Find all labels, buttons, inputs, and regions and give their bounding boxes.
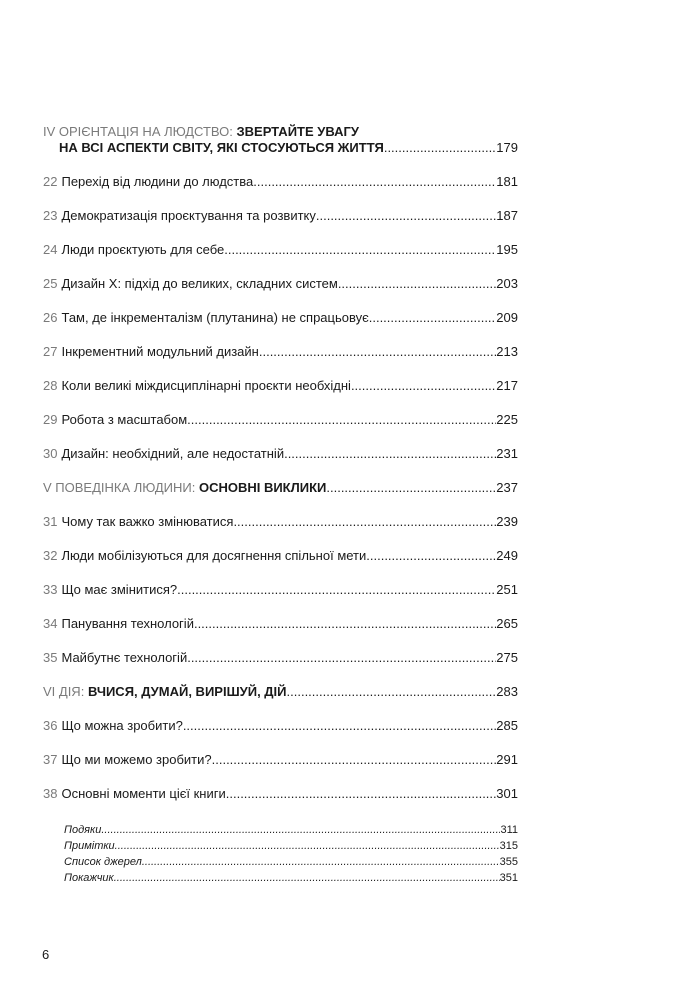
chapter-title: Що можна зробити? xyxy=(61,718,183,733)
chapter-title: Люди проєктують для себе xyxy=(61,242,225,257)
chapter-page: 225 xyxy=(496,412,518,427)
part-iv-heading[interactable] xyxy=(43,124,518,140)
chapter-page: 285 xyxy=(496,718,518,733)
back-matter-page: 351 xyxy=(499,872,518,884)
chapter-title: Коли великі міждисциплінарні проєкти необхідні xyxy=(61,378,351,393)
leader-dots xyxy=(338,276,496,292)
chapter-number: 24 xyxy=(43,242,58,257)
part-vi-page: 283 xyxy=(496,684,518,699)
part-v-heading[interactable] xyxy=(43,480,518,496)
leader-dots xyxy=(326,480,496,496)
part-vi-heading[interactable] xyxy=(43,684,518,700)
chapter-title: Майбутнє технологій xyxy=(61,650,188,665)
toc-entry[interactable] xyxy=(43,718,518,734)
back-matter-title: Покажчик xyxy=(64,872,114,884)
chapter-number: 32 xyxy=(43,548,58,563)
leader-dots xyxy=(253,174,496,190)
chapter-page: 301 xyxy=(496,786,518,801)
chapter-page: 217 xyxy=(496,378,518,393)
leader-dots xyxy=(187,412,496,428)
back-matter-page: 355 xyxy=(499,856,518,868)
chapter-page: 265 xyxy=(496,616,518,631)
toc-entry[interactable] xyxy=(43,514,518,530)
chapter-page: 181 xyxy=(496,174,518,189)
back-matter-page: 311 xyxy=(500,824,518,836)
leader-dots xyxy=(369,310,497,326)
chapter-page: 251 xyxy=(496,582,518,597)
part-iv-title-line1: ЗВЕРТАЙТЕ УВАГУ xyxy=(236,124,359,139)
toc-entry[interactable] xyxy=(43,786,518,802)
leader-dots xyxy=(194,616,496,632)
chapter-page: 239 xyxy=(496,514,518,529)
table-of-contents xyxy=(43,124,518,802)
leader-dots xyxy=(366,548,496,564)
toc-entry[interactable] xyxy=(43,616,518,632)
toc-entry[interactable] xyxy=(43,344,518,360)
leader-dots xyxy=(224,242,496,258)
chapter-title: Дизайн X: підхід до великих, складних систем xyxy=(61,276,338,291)
leader-dots xyxy=(212,752,497,768)
chapter-number: 35 xyxy=(43,650,58,665)
chapter-number: 33 xyxy=(43,582,58,597)
chapter-page: 209 xyxy=(496,310,518,325)
toc-entry[interactable] xyxy=(43,548,518,564)
part-iv-prefix: IV ОРІЄНТАЦІЯ НА ЛЮДСТВО: xyxy=(43,124,233,139)
chapter-number: 34 xyxy=(43,616,58,631)
chapter-title: Перехід від людини до людства xyxy=(61,174,254,189)
chapter-number: 37 xyxy=(43,752,58,767)
chapter-number: 30 xyxy=(43,446,58,461)
toc-entry[interactable] xyxy=(43,752,518,768)
leader-dots xyxy=(226,786,497,802)
toc-entry[interactable] xyxy=(43,242,518,258)
chapter-page: 291 xyxy=(496,752,518,767)
back-matter-list xyxy=(64,822,518,886)
toc-entry[interactable] xyxy=(43,208,518,224)
chapter-number: 26 xyxy=(43,310,58,325)
back-matter-page: 315 xyxy=(499,840,518,852)
back-matter-entry[interactable] xyxy=(64,838,518,854)
back-matter-title: Подяки xyxy=(64,824,102,836)
part-vi-prefix: VI ДІЯ: xyxy=(43,684,85,699)
leader-dots xyxy=(287,684,497,700)
chapter-number: 23 xyxy=(43,208,58,223)
chapter-title: Що має змінитися? xyxy=(61,582,178,597)
back-matter-title: Примітки xyxy=(64,840,115,852)
part-iv-title-line2: НА ВСІ АСПЕКТИ СВІТУ, ЯКІ СТОСУЮТЬСЯ ЖИТТЯ xyxy=(59,140,384,155)
chapter-page: 275 xyxy=(496,650,518,665)
leader-dots xyxy=(384,140,496,156)
leader-dots xyxy=(115,838,500,854)
chapter-title: Дизайн: необхідний, але недостатній xyxy=(61,446,285,461)
leader-dots xyxy=(233,514,496,530)
toc-entry[interactable] xyxy=(43,174,518,190)
chapter-title: Демократизація проєктування та розвитку xyxy=(61,208,316,223)
chapter-number: 36 xyxy=(43,718,58,733)
leader-dots xyxy=(259,344,496,360)
chapter-title: Чому так важко змінюватися xyxy=(61,514,234,529)
leader-dots xyxy=(316,208,496,224)
chapter-title: Основні моменти цієї книги xyxy=(61,786,226,801)
chapter-number: 22 xyxy=(43,174,58,189)
leader-dots xyxy=(177,582,496,598)
toc-entry[interactable] xyxy=(43,378,518,394)
chapter-title: Панування технологій xyxy=(61,616,194,631)
part-v-prefix: V ПОВЕДІНКА ЛЮДИНИ: xyxy=(43,480,196,495)
chapter-number: 38 xyxy=(43,786,58,801)
toc-entry[interactable] xyxy=(43,446,518,462)
chapter-page: 195 xyxy=(496,242,518,257)
leader-dots xyxy=(142,854,500,870)
chapter-page: 213 xyxy=(496,344,518,359)
chapter-title: Робота з масштабом xyxy=(61,412,188,427)
page-number: 6 xyxy=(42,947,50,962)
chapter-number: 28 xyxy=(43,378,58,393)
leader-dots xyxy=(101,822,500,838)
back-matter-entry[interactable] xyxy=(64,854,518,870)
chapter-page: 203 xyxy=(496,276,518,291)
chapter-number: 29 xyxy=(43,412,58,427)
part-v-page: 237 xyxy=(496,480,518,495)
leader-dots xyxy=(187,650,496,666)
toc-entry[interactable] xyxy=(43,582,518,598)
part-iv-heading-line2[interactable] xyxy=(43,140,518,156)
toc-entry[interactable] xyxy=(43,412,518,428)
part-v-title: ОСНОВНІ ВИКЛИКИ xyxy=(198,480,327,495)
chapter-title: Інкрементний модульний дизайн xyxy=(61,344,259,359)
leader-dots xyxy=(284,446,496,462)
leader-dots xyxy=(114,870,500,886)
chapter-number: 31 xyxy=(43,514,58,529)
leader-dots xyxy=(183,718,496,734)
chapter-page: 249 xyxy=(496,548,518,563)
back-matter-title: Список джерел xyxy=(64,856,142,868)
toc-entry[interactable] xyxy=(43,650,518,666)
chapter-title: Люди мобілізуються для досягнення спільної мети xyxy=(61,548,367,563)
leader-dots xyxy=(351,378,496,394)
chapter-number: 25 xyxy=(43,276,58,291)
chapter-number: 27 xyxy=(43,344,58,359)
back-matter-entry[interactable] xyxy=(64,822,518,838)
part-vi-title: ВЧИСЯ, ДУМАЙ, ВИРІШУЙ, ДІЙ xyxy=(87,684,287,699)
chapter-page: 231 xyxy=(496,446,518,461)
toc-entry[interactable] xyxy=(43,310,518,326)
chapter-title: Там, де інкременталізм (плутанина) не спрацьовує xyxy=(61,310,369,325)
back-matter-entry[interactable] xyxy=(64,870,518,886)
chapter-page: 187 xyxy=(496,208,518,223)
part-iv-page: 179 xyxy=(496,140,518,155)
toc-entry[interactable] xyxy=(43,276,518,292)
chapter-title: Що ми можемо зробити? xyxy=(61,752,212,767)
